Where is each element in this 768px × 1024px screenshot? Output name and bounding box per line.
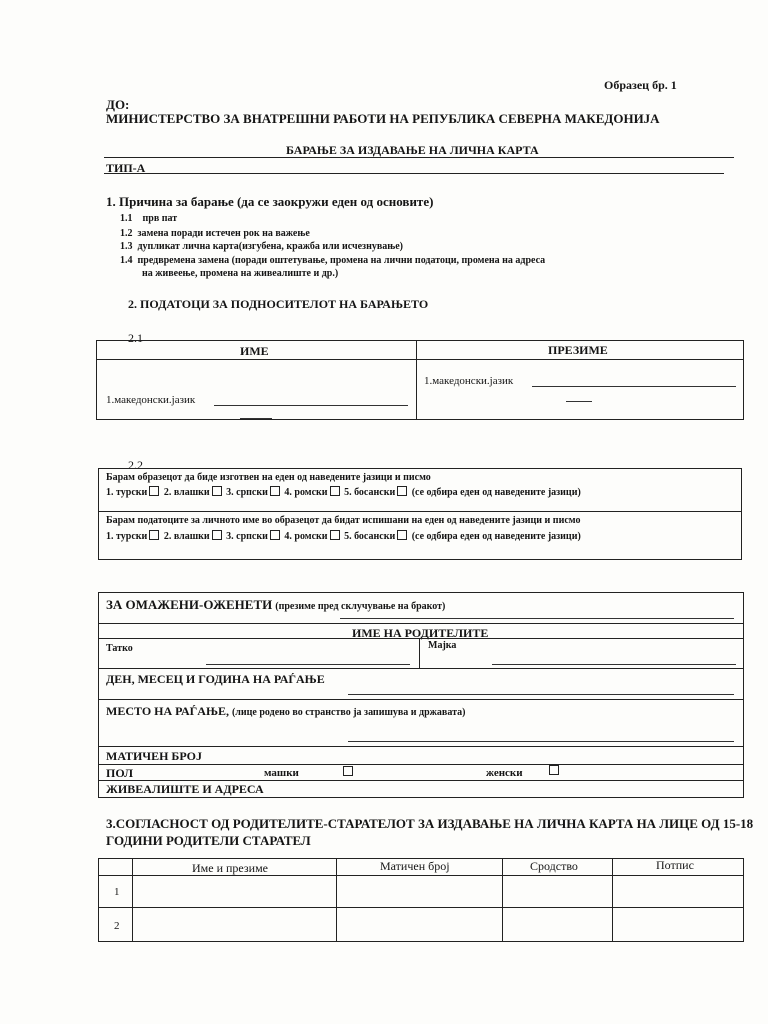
col-signature: Потпис bbox=[656, 858, 694, 872]
birth-date-input-line[interactable] bbox=[348, 694, 734, 695]
col-emb: Матичен број bbox=[380, 859, 450, 873]
col-fullname: Име и презиме bbox=[192, 861, 268, 875]
ministry-name: МИНИСТЕРСТВО ЗА ВНАТРЕШНИ РАБОТИ НА РЕПУБЛИКА СЕВЕРНА МАКЕДОНИЈА bbox=[106, 111, 660, 126]
row-number-2: 2 bbox=[114, 920, 120, 932]
reason-item-3[interactable]: 1.3 дупликат лична карта(изгубена, кражба или исчезнување) bbox=[120, 241, 403, 252]
sex-label: ПОЛ bbox=[106, 766, 134, 780]
lang-option-serbian[interactable]: 3. српски bbox=[226, 487, 282, 498]
row-number-1: 1 bbox=[114, 886, 120, 898]
checkbox-icon[interactable] bbox=[270, 530, 280, 540]
father-label: Татко bbox=[106, 643, 133, 654]
lang2-option-bosnian[interactable]: 5. босански bbox=[344, 531, 409, 542]
section3-heading-line1: 3.СОГЛАСНОСТ ОД РОДИТЕЛИТЕ-СТАРАТЕЛОТ ЗА ИЗДАВАЊЕ НА ЛИЧНА КАРТА НА ЛИЦЕ ОД 15-18 bbox=[106, 816, 754, 831]
checkbox-icon[interactable] bbox=[212, 486, 222, 496]
section2-heading: 2. ПОДАТОЦИ ЗА ПОДНОСИТЕЛОТ НА БАРАЊЕТО bbox=[128, 297, 429, 311]
female-checkbox[interactable] bbox=[549, 765, 559, 775]
name-input-line-2[interactable] bbox=[240, 418, 272, 419]
language-form-text: Барам образецот да биде изготвен на еден од наведените јазици и писмо bbox=[106, 472, 431, 483]
checkbox-icon[interactable] bbox=[149, 486, 159, 496]
female-label: женски bbox=[486, 767, 523, 779]
row-rule bbox=[98, 638, 744, 639]
mother-input-line[interactable] bbox=[492, 664, 736, 665]
form-number: Образец бр. 1 bbox=[604, 78, 677, 92]
lang2-option-serbian[interactable]: 3. српски bbox=[226, 531, 282, 542]
lang-option-vlach[interactable]: 2. влашки bbox=[164, 487, 224, 498]
surname-input-line-2[interactable] bbox=[566, 401, 592, 402]
row-rule bbox=[98, 746, 744, 747]
row1-signature-cell[interactable] bbox=[613, 876, 743, 907]
title-rule bbox=[104, 157, 734, 158]
row2-relation-cell[interactable] bbox=[503, 908, 612, 941]
birth-date-label: ДЕН, МЕСЕЦ И ГОДИНА НА РАЃАЊЕ bbox=[106, 672, 325, 686]
lang-option-roma[interactable]: 4. ромски bbox=[284, 487, 341, 498]
birth-place-note: (лице родено во странство ја запишува и државата) bbox=[231, 707, 466, 718]
birth-place-label: МЕСТО НА РАЃАЊЕ, bbox=[106, 704, 229, 718]
addressee-label: ДО: bbox=[106, 97, 130, 112]
checkbox-icon[interactable] bbox=[330, 530, 340, 540]
name-field-label: 1.македонски.јазик bbox=[106, 394, 196, 406]
lang2-option-roma[interactable]: 4. ромски bbox=[284, 531, 341, 542]
row-rule bbox=[98, 668, 744, 669]
checkbox-icon[interactable] bbox=[330, 486, 340, 496]
col-relation: Сродство bbox=[530, 859, 578, 873]
lang2-option-turkish[interactable]: 1. турски bbox=[106, 531, 161, 542]
checkbox-icon[interactable] bbox=[270, 486, 280, 496]
male-label: машки bbox=[264, 767, 299, 779]
section1-heading: 1. Причина за барање (да се заокружи еден од основите) bbox=[106, 194, 434, 209]
name-table bbox=[96, 340, 744, 420]
emb-label: МАТИЧЕН БРОЈ bbox=[106, 749, 202, 763]
subsection-2-1: 2.1 bbox=[128, 331, 143, 345]
name-table-divider bbox=[416, 340, 417, 420]
form-type: ТИП-А bbox=[106, 161, 146, 175]
married-row bbox=[106, 597, 445, 613]
checkbox-icon[interactable] bbox=[397, 486, 407, 496]
row-rule bbox=[98, 780, 744, 781]
language-note: (се одбира еден од наведените јазици) bbox=[411, 487, 581, 498]
section3-heading-line2: ГОДИНИ РОДИТЕЛИ СТАРАТЕЛ bbox=[106, 833, 311, 848]
married-input-line[interactable] bbox=[340, 618, 734, 619]
father-input-line[interactable] bbox=[206, 664, 410, 665]
row2-emb-cell[interactable] bbox=[337, 908, 502, 941]
parents-label: ИМЕ НА РОДИТЕЛИТЕ bbox=[352, 626, 489, 640]
parents-divider bbox=[419, 638, 420, 668]
reason-item-4-continuation: на живеење, промена на живеалиште и др.) bbox=[142, 268, 339, 279]
name-header: ИМЕ bbox=[240, 344, 269, 358]
male-checkbox[interactable] bbox=[343, 766, 353, 776]
reason-item-4[interactable]: 1.4 предвремена замена (поради оштетување, промена на лични податоци, промена на адреса bbox=[120, 255, 546, 266]
row-rule bbox=[98, 699, 744, 700]
married-note: (презиме пред склучување на бракот) bbox=[275, 601, 446, 612]
lang2-option-vlach[interactable]: 2. влашки bbox=[164, 531, 224, 542]
language-note-2: (се одбира еден од наведените јазици) bbox=[411, 531, 581, 542]
form-title: БАРАЊЕ ЗА ИЗДАВАЊЕ НА ЛИЧНА КАРТА bbox=[286, 143, 539, 157]
birth-place-input-line[interactable] bbox=[348, 741, 734, 742]
checkbox-icon[interactable] bbox=[397, 530, 407, 540]
name-table-header-rule bbox=[96, 359, 744, 360]
lang-option-turkish[interactable]: 1. турски bbox=[106, 487, 161, 498]
language-personal-text: Барам податоците за личното име во образецот да бидат испишани на еден од наведените јазици и писмо bbox=[106, 515, 581, 526]
row2-fullname-cell[interactable] bbox=[133, 908, 336, 941]
row1-emb-cell[interactable] bbox=[337, 876, 502, 907]
surname-input-line[interactable] bbox=[532, 386, 736, 387]
married-label: ЗА ОМАЖЕНИ-ОЖЕНЕТИ bbox=[106, 597, 273, 612]
language-box-divider bbox=[98, 511, 742, 512]
surname-field-label: 1.македонски.јазик bbox=[424, 375, 514, 387]
checkbox-icon[interactable] bbox=[212, 530, 222, 540]
surname-header: ПРЕЗИМЕ bbox=[548, 343, 608, 357]
row-rule bbox=[98, 764, 744, 765]
reason-item-2[interactable]: 1.2 замена поради истечен рок на важење bbox=[120, 228, 310, 239]
mother-label: Мајка bbox=[428, 640, 457, 651]
birth-place-row bbox=[106, 704, 465, 719]
row1-fullname-cell[interactable] bbox=[133, 876, 336, 907]
checkbox-icon[interactable] bbox=[149, 530, 159, 540]
language-personal-options bbox=[106, 530, 581, 542]
row2-signature-cell[interactable] bbox=[613, 908, 743, 941]
lang-option-bosnian[interactable]: 5. босански bbox=[344, 487, 409, 498]
reason-item-1[interactable]: 1.1 прв пат bbox=[120, 213, 178, 224]
language-form-options bbox=[106, 486, 581, 498]
row-rule bbox=[98, 623, 744, 624]
type-rule bbox=[104, 173, 724, 174]
address-label: ЖИВЕАЛИШТЕ И АДРЕСА bbox=[106, 782, 264, 796]
name-input-line[interactable] bbox=[214, 405, 408, 406]
row1-relation-cell[interactable] bbox=[503, 876, 612, 907]
subsection-2-2: 2.2 bbox=[128, 458, 143, 472]
